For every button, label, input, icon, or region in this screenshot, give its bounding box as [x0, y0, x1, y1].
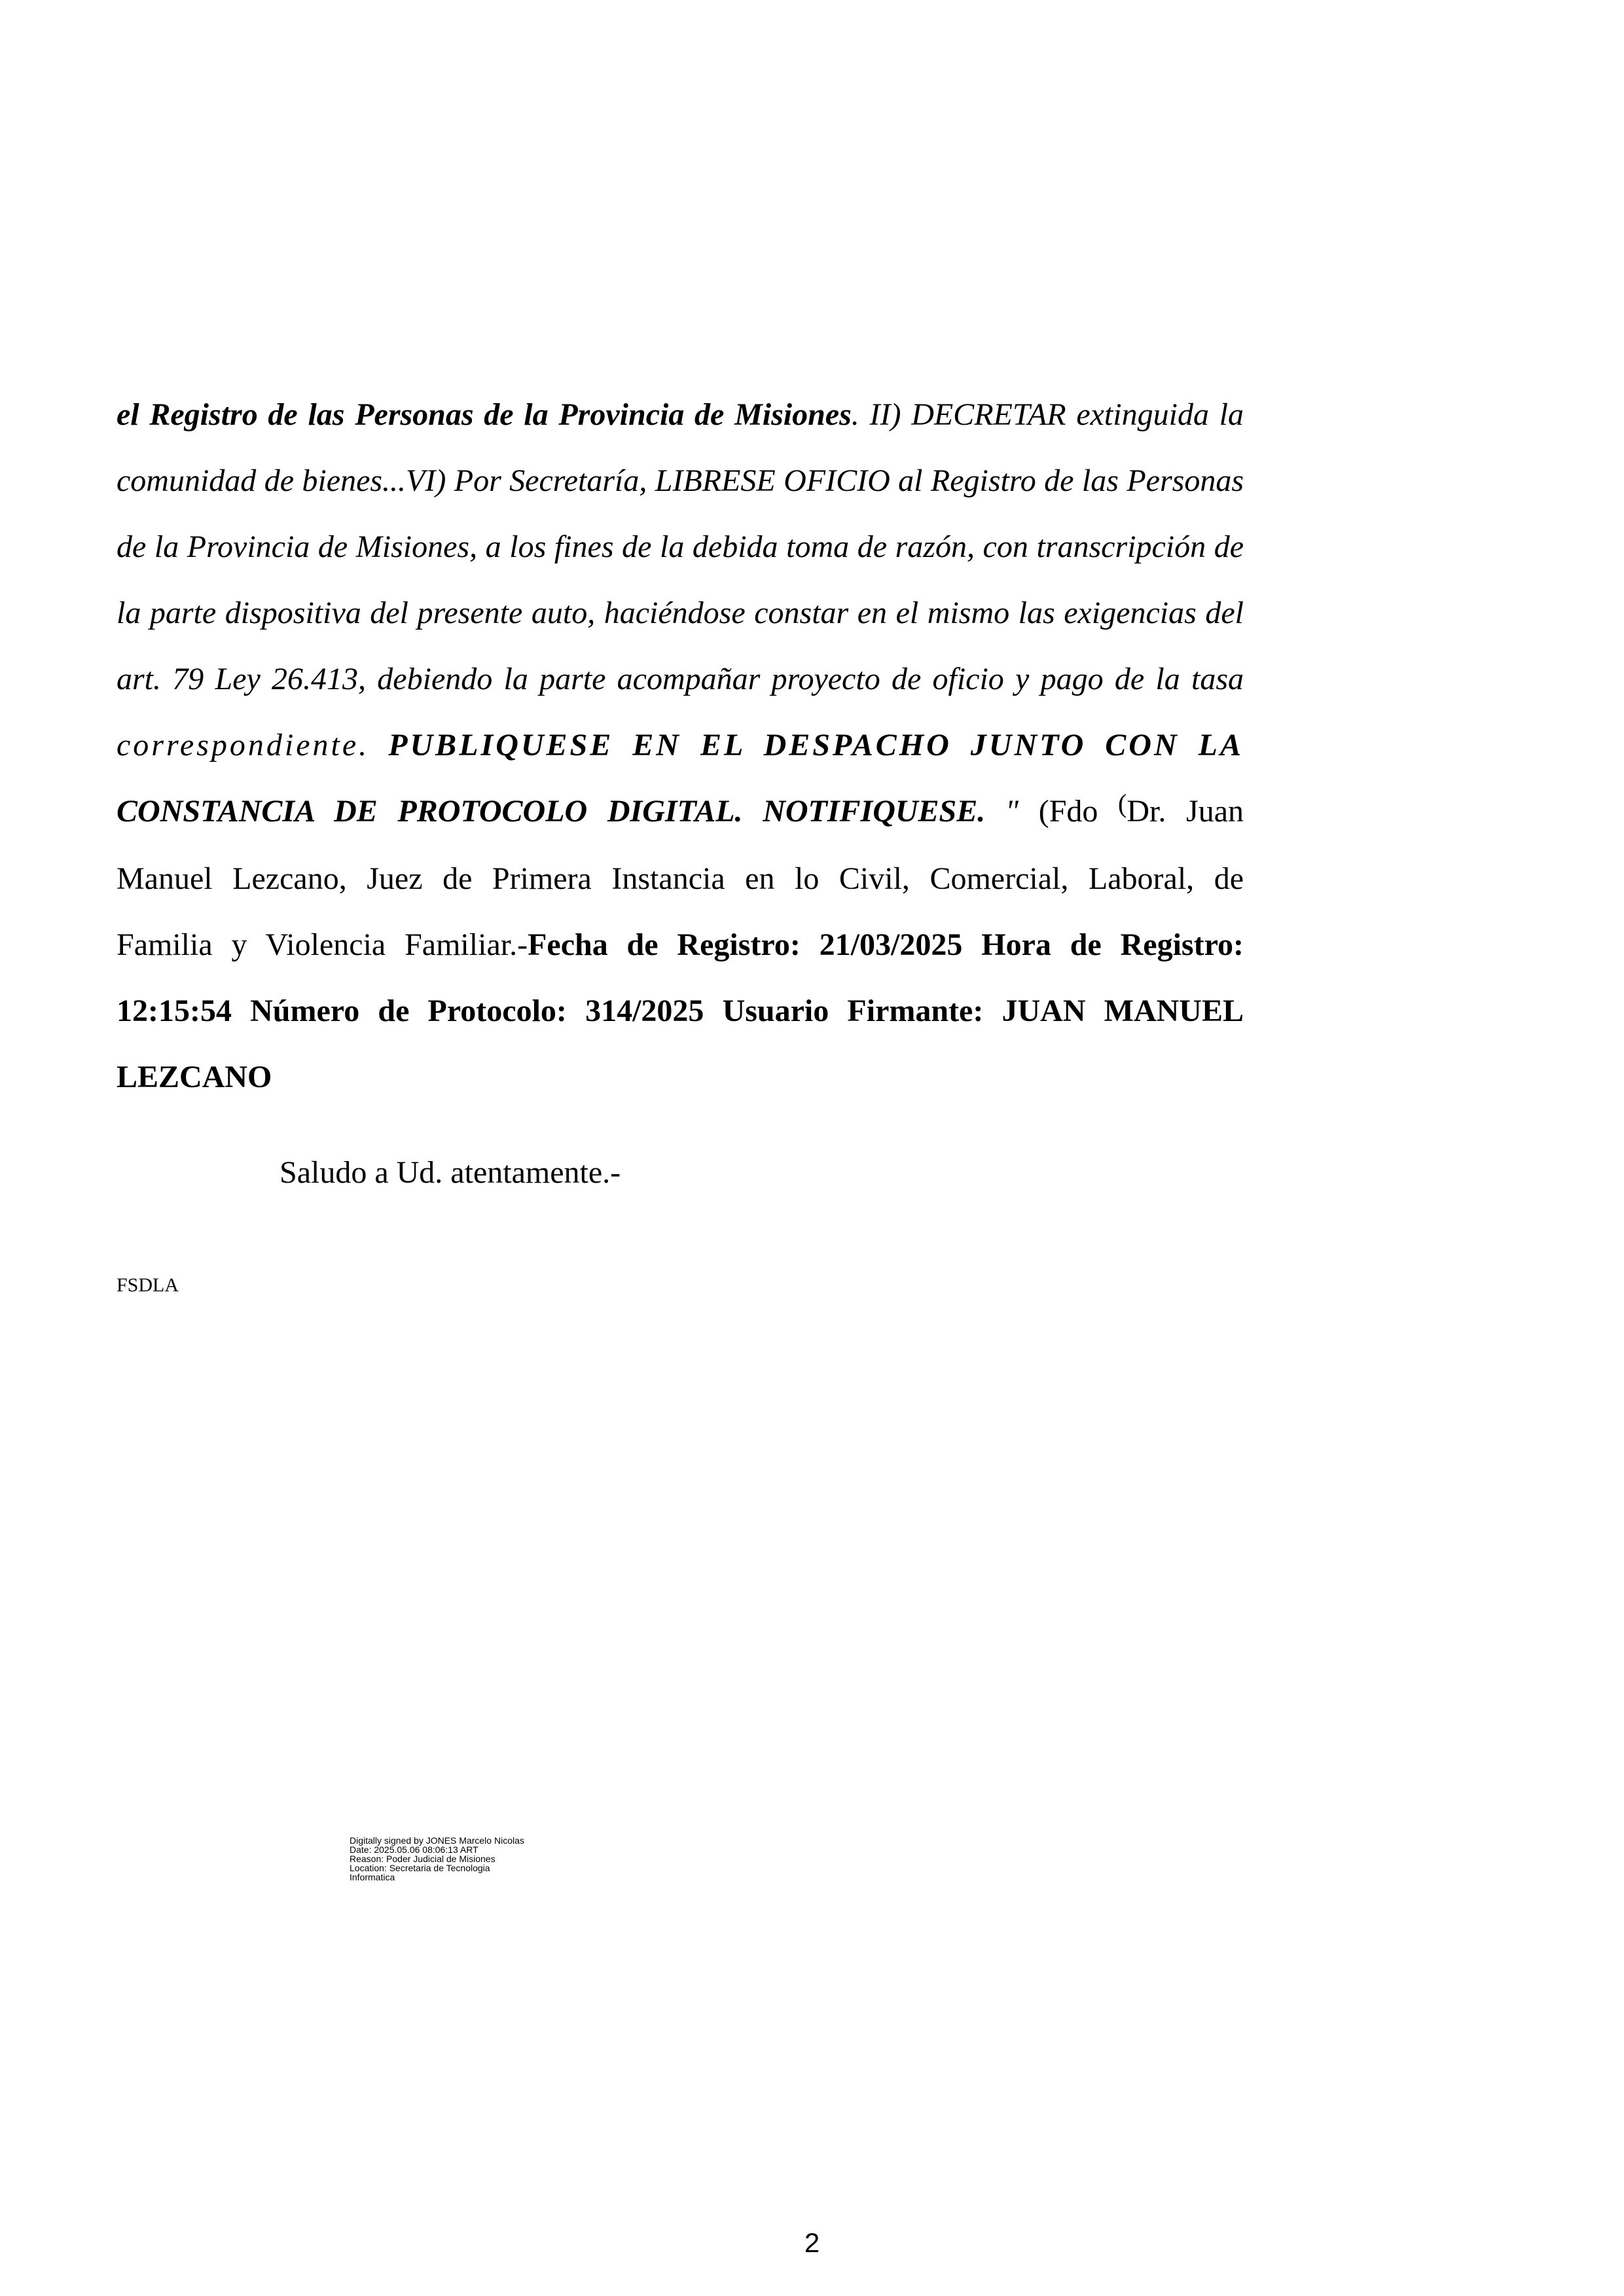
text-line — [117, 912, 1244, 978]
text-segment: correspondiente. — [117, 728, 389, 762]
signature-signer: Digitally signed by JONES Marcelo Nicolas — [350, 1835, 524, 1846]
text-line — [117, 712, 1244, 778]
text-line — [117, 846, 1244, 912]
text-line — [117, 646, 1244, 712]
text-segment: 12:15:54 Número de Protocolo: 314/2025 Usuario Firmante: JUAN MANUEL — [117, 994, 1244, 1028]
signature-location-cont: Informatica — [350, 1872, 395, 1882]
text-line — [117, 448, 1244, 514]
closing-greeting: Saludo a Ud. atentamente.- — [280, 1155, 621, 1190]
text-segment: el Registro de las Personas de la Provincia de Misiones — [117, 397, 852, 432]
text-segment: . II) DECRETAR extinguida la — [851, 397, 1244, 432]
text-segment: (Fdo — [1038, 794, 1119, 829]
text-segment: Manuel Lezcano, Juez de Primera Instancia en lo Civil, Comercial, Laboral, de — [117, 861, 1244, 896]
signature-location: Location: Secretaria de Tecnologia — [350, 1863, 490, 1873]
text-segment: Familia y Violencia Familiar.- — [117, 927, 528, 962]
digital-signature-stamp — [350, 1836, 524, 1882]
text-segment: comunidad de bienes...VI) Por Secretaría, LIBRESE OFICIO al Registro de las Personas — [117, 463, 1244, 498]
text-line — [117, 778, 1244, 846]
page-number: 2 — [804, 2227, 820, 2258]
text-segment: Fecha de Registro: 21/03/2025 Hora de Registro: — [528, 927, 1244, 962]
text-segment: PUBLIQUESE EN EL DESPACHO JUNTO CON LA — [388, 728, 1244, 762]
text-line — [117, 514, 1244, 580]
signature-date: Date: 2025.05.06 08:06:13 ART — [350, 1844, 478, 1855]
text-segment: Dr. Juan — [1127, 794, 1244, 829]
author-initials: FSDLA — [117, 1274, 179, 1296]
text-segment: CONSTANCIA DE PROTOCOLO DIGITAL. NOTIFIQUESE. — [117, 794, 986, 829]
signature-reason: Reason: Poder Judicial de Misiones — [350, 1854, 496, 1864]
text-segment: la parte dispositiva del presente auto, haciéndose constar en el mismo las exigencias del — [117, 596, 1244, 630]
text-segment: LEZCANO — [117, 1060, 272, 1094]
text-segment: " — [985, 794, 1039, 829]
text-line — [117, 580, 1244, 646]
text-line — [117, 382, 1244, 448]
text-segment: ( — [1118, 789, 1127, 818]
text-segment: de la Provincia de Misiones, a los fines de la debida toma de razón, con transcripción de — [117, 529, 1244, 564]
text-line — [117, 1044, 1244, 1110]
resolution-text — [117, 382, 1244, 1110]
text-line — [117, 978, 1244, 1044]
text-segment: art. 79 Ley 26.413, debiendo la parte acompañar proyecto de oficio y pago de la tasa — [117, 662, 1244, 696]
